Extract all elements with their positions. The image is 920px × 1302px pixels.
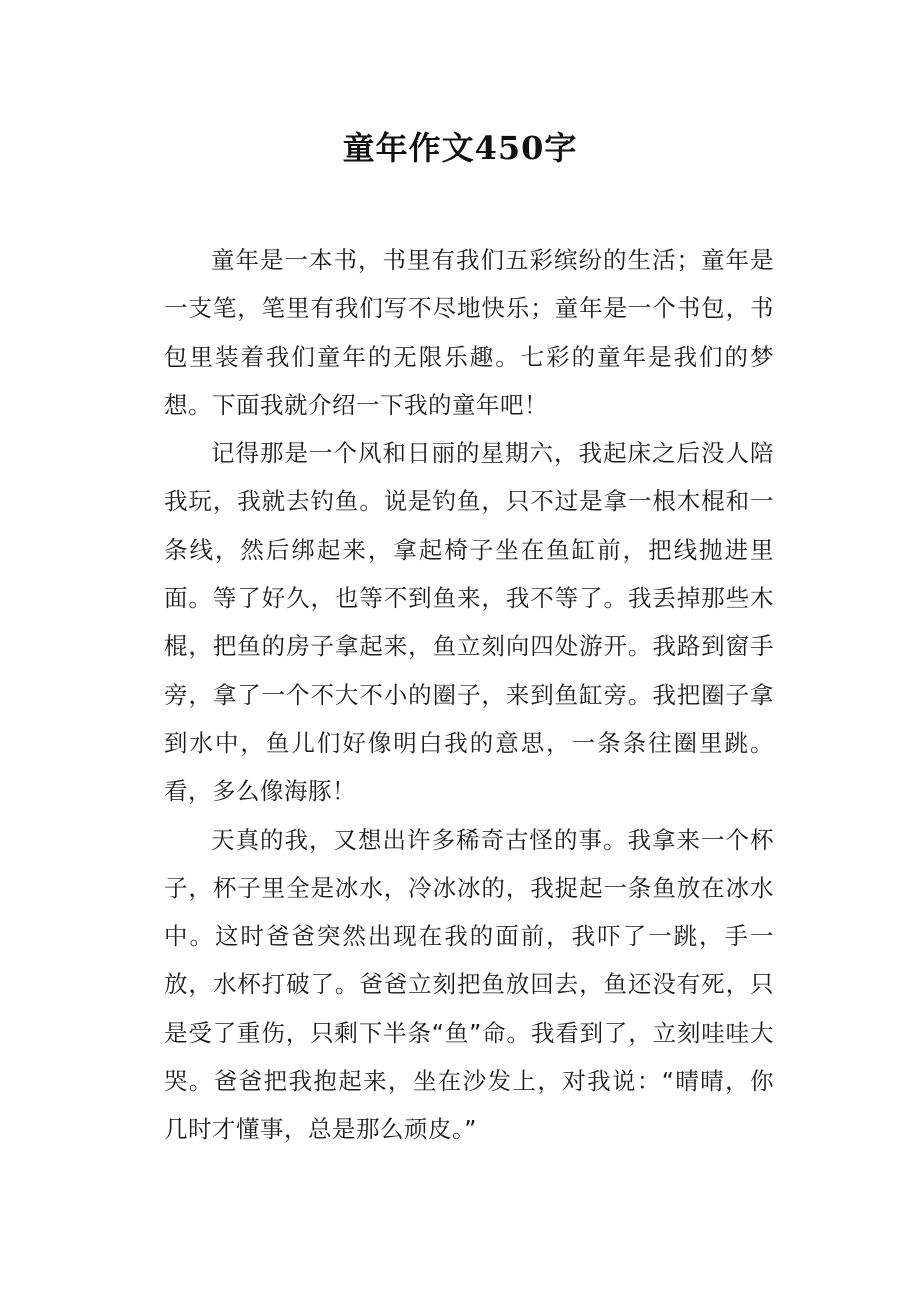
paragraph-fishing: 记得那是一个风和日丽的星期六，我起床之后没人陪我玩，我就去钓鱼。说是钓鱼，只不过是拿一根木棍和一条线，然后绑起来，拿起椅子坐在鱼缸前，把线抛进里面。等了好久，也等不到鱼来，我不等了。我丢掉那些木棍，把鱼的房子拿起来，鱼立刻向四处游开。我路到窗手旁，拿了一个不大不小的圈子，来到鱼缸旁。我把圈子拿到水中，鱼儿们好像明白我的意思，一条条往圈里跳。看，多么像海豚！ [164, 439, 774, 806]
paragraph-ice-water: 天真的我，又想出许多稀奇古怪的事。我拿来一个杯子，杯子里全是冰水，冷冰冰的，我捉起一条鱼放在冰水中。这时爸爸突然出现在我的面前，我吓了一跳，手一放，水杯打破了。爸爸立刻把鱼放回去，鱼还没有死，只是受了重伤，只剩下半条“鱼”命。我看到了，立刻哇哇大哭。爸爸把我抱起来，坐在沙发上，对我说：“晴晴，你几时才懂事，总是那么顽皮。” [164, 825, 774, 1144]
paragraph-intro: 童年是一本书，书里有我们五彩缤纷的生活；童年是一支笔，笔里有我们写不尽地快乐；童年是一个书包，书包里装着我们童年的无限乐趣。七彩的童年是我们的梦想。下面我就介绍一下我的童年吧！ [164, 246, 774, 419]
document-body [164, 236, 774, 1154]
document-title: 童年作文450字 [342, 129, 578, 167]
